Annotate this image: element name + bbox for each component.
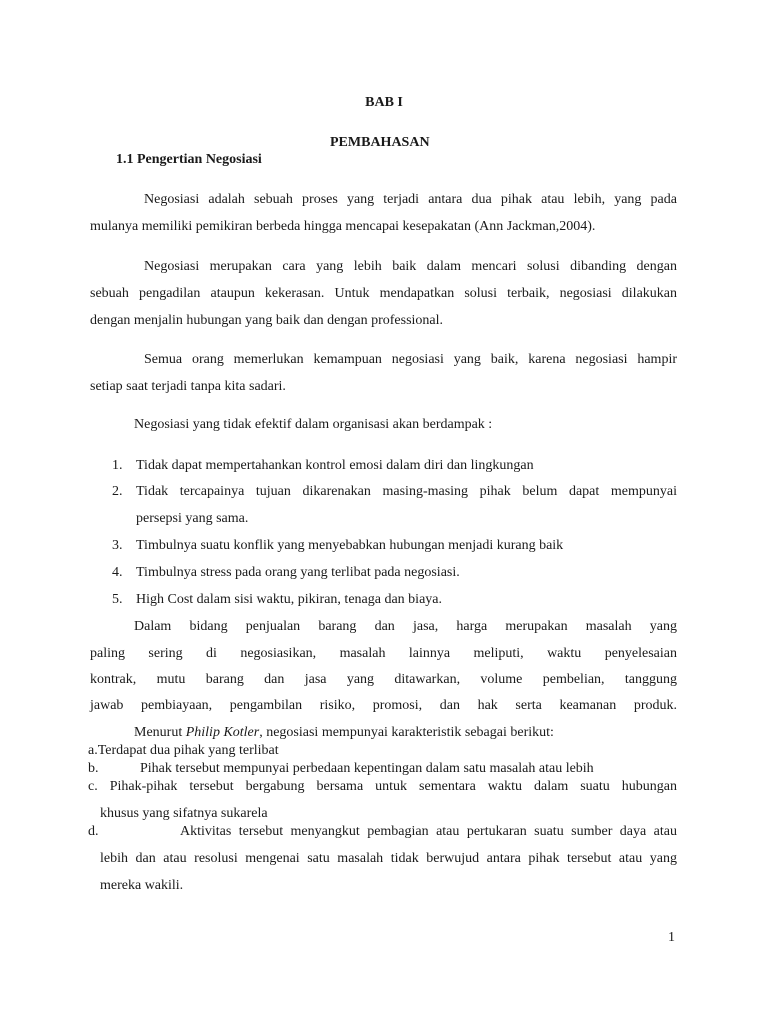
paragraph-line: mulanya memiliki pemikiran berbeda hingga mencapai kesepakatan (Ann Jackman,2004). [90,219,596,234]
section-heading: 1.1 Pengertian Negosiasi [116,152,262,167]
characteristic-d-cont: mereka wakili. [100,878,184,893]
paragraph-line: Negosiasi yang tidak efektif dalam organisasi akan berdampak : [134,417,493,432]
paragraph-line: dengan menjalin hubungan yang baik dan dengan professional. [90,313,444,328]
characteristic-d: Aktivitas tersebut menyangkut pembagian atau pertukaran suatu sumber daya atau [180,824,677,839]
paragraph-line: kontrak, mutu barang dan jasa yang ditawarkan, volume pembelian, tanggung [90,672,677,687]
paragraph-line: jawab pembiayaan, pengambilan risiko, promosi, dan hak serta keamanan produk. [90,698,677,713]
list-number: 2. [112,484,123,499]
kotler-prefix: Menurut [134,725,186,740]
paragraph-line: Dalam bidang penjualan barang dan jasa, harga merupakan masalah yang [134,619,677,634]
page-number: 1 [668,930,675,945]
list-number: 4. [112,565,123,580]
list-text: Timbulnya stress pada orang yang terlibat pada negosiasi. [136,565,460,580]
characteristic-c: c. Pihak-pihak tersebut bergabung bersama untuk sementara waktu dalam suatu hubungan [88,779,677,794]
list-text: High Cost dalam sisi waktu, pikiran, tenaga dan biaya. [136,592,442,607]
characteristic-d-label: d. [88,824,99,839]
paragraph-line: paling sering di negosiasikan, masalah lainnya meliputi, waktu penyelesaian [90,646,677,661]
list-number: 5. [112,592,123,607]
paragraph-line: setiap saat terjadi tanpa kita sadari. [90,379,286,394]
characteristic-b-label: b. [88,761,99,776]
characteristic-a: a.Terdapat dua pihak yang terlibat [88,743,279,758]
author-name: Philip Kotler [185,725,260,740]
kotler-line [134,724,554,742]
chapter-heading: BAB I [365,95,403,110]
kotler-suffix: , negosiasi mempunyai karakteristik sebagai berikut: [259,725,554,740]
characteristic-d-cont: lebih dan atau resolusi mengenai satu masalah tidak berwujud antara pihak tersebut atau yang [100,851,677,866]
list-number: 1. [112,458,123,473]
list-text: Tidak tercapainya tujuan dikarenakan masing-masing pihak belum dapat mempunyai [136,484,677,499]
paragraph-line: Negosiasi merupakan cara yang lebih baik dalam mencari solusi dibanding dengan [144,259,677,274]
chapter-title: PEMBAHASAN [330,135,430,150]
paragraph-line: sebuah pengadilan ataupun kekerasan. Untuk mendapatkan solusi terbaik, negosiasi dilakukan [90,286,677,301]
characteristic-b: Pihak tersebut mempunyai perbedaan kepentingan dalam satu masalah atau lebih [140,761,594,776]
list-number: 3. [112,538,123,553]
list-text: persepsi yang sama. [136,511,249,526]
list-text: Timbulnya suatu konflik yang menyebabkan hubungan menjadi kurang baik [136,538,564,553]
characteristic-c-cont: khusus yang sifatnya sukarela [100,806,268,821]
paragraph-line: Semua orang memerlukan kemampuan negosiasi yang baik, karena negosiasi hampir [144,352,677,367]
paragraph-line: Negosiasi adalah sebuah proses yang terjadi antara dua pihak atau lebih, yang pada [144,192,677,207]
list-text: Tidak dapat mempertahankan kontrol emosi dalam diri dan lingkungan [136,458,534,473]
